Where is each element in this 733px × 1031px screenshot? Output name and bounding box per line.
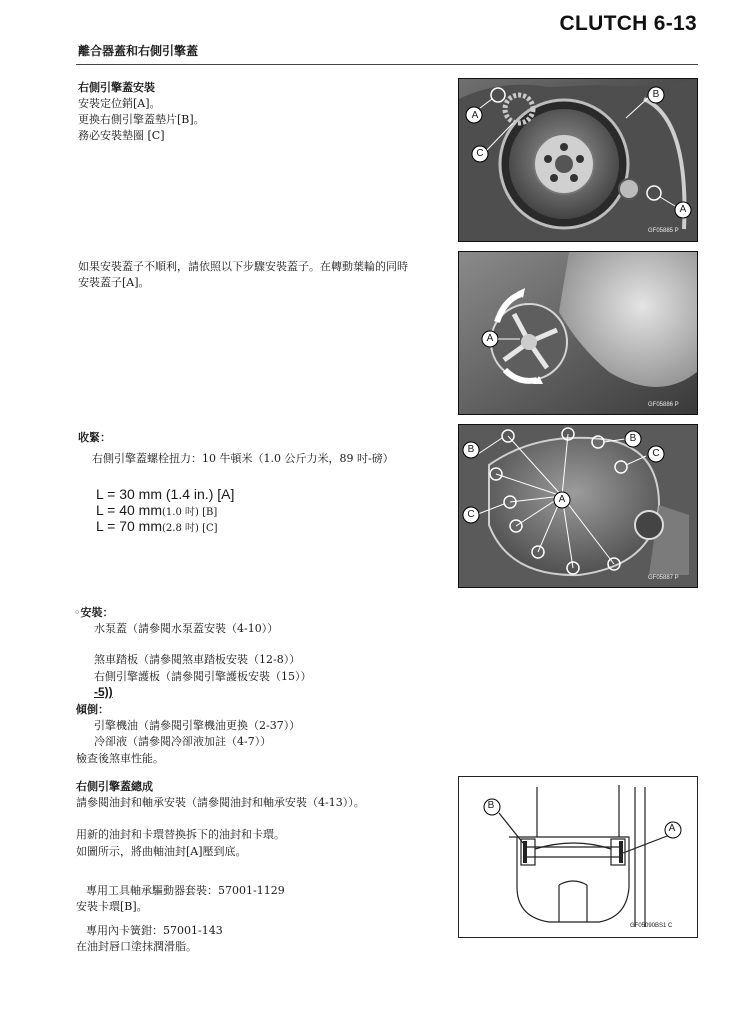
figure-clutch-callouts xyxy=(458,78,696,240)
length-main: L = 40 mm xyxy=(96,502,163,518)
length-main: L = 70 mm xyxy=(96,518,163,534)
length-main: L = 30 mm (1.4 in.) [A] xyxy=(96,486,235,502)
page-title: CLUTCH 6-13 xyxy=(559,12,697,35)
install-item: 右側引擎護板（請參閱引擎護板安裝（15）） xyxy=(94,670,312,683)
callout-label: C xyxy=(476,148,484,159)
torque-spec: 右側引擎蓋螺栓扭力：10 牛頓米（1.0 公斤力米，89 吋-磅） xyxy=(92,452,394,465)
cover-install-heading: 右側引擎蓋安裝 xyxy=(78,81,155,94)
instruction-line: 務必安裝墊圈 [C] xyxy=(78,129,165,142)
callout-label: A xyxy=(471,110,479,121)
figure-code: GF05090BS1 C xyxy=(630,923,673,929)
figure-code: GF05887 P xyxy=(648,575,679,581)
instruction-line: 在油封唇口塗抹潤滑脂。 xyxy=(76,940,197,953)
special-tool: 專用內卡簧鉗：57001-143 xyxy=(86,924,223,937)
instruction-line: 用新的油封和卡環替換拆下的油封和卡環。 xyxy=(76,828,285,841)
callout-label: B xyxy=(467,444,475,455)
special-tool: 專用工具軸承驅動器套裝：57001-1129 xyxy=(86,884,285,897)
check-note: 檢查後煞車性能。 xyxy=(76,752,164,765)
tighten-heading: 收緊： xyxy=(78,431,111,444)
figure-code: GF05885 P xyxy=(648,228,679,234)
figure-impeller-callouts xyxy=(458,251,696,413)
callout-label: A xyxy=(486,333,494,344)
callout-label: B xyxy=(629,433,637,444)
length-note: (1.0 吋) [B] xyxy=(162,507,218,518)
section-title: 離合器蓋和右側引擎蓋 xyxy=(78,44,199,58)
figure-code: GF05886 P xyxy=(648,402,679,408)
instruction-line: 請參閱油封和軸承安裝（請參閱油封和軸承安裝（4-13））。 xyxy=(76,796,365,809)
install-item: 煞車踏板（請參閱煞車踏板安裝（12-8）） xyxy=(94,653,301,666)
instruction-line: 安裝卡環[B]。 xyxy=(76,900,148,913)
callout-label: A xyxy=(558,494,566,505)
length-note: (2.8 吋) [C] xyxy=(162,523,218,534)
instruction-line: 安裝蓋子[A]。 xyxy=(78,276,150,289)
callout-label: C xyxy=(652,448,660,459)
pour-item: 引擎機油（請參閱引擎機油更換（2-37）） xyxy=(94,719,301,732)
length-spec xyxy=(96,486,234,502)
pour-item: 冷卻液（請參閱冷卻液加註（4-7）） xyxy=(94,735,272,748)
install-item: 水泵蓋（請參閱水泵蓋安裝（4-10）） xyxy=(94,622,279,635)
header-rule xyxy=(76,64,698,65)
instruction-line: 安裝定位銷[A]。 xyxy=(78,97,161,110)
length-spec xyxy=(96,518,218,537)
callout-label: A xyxy=(679,204,687,215)
install-heading: ◦安裝： xyxy=(74,606,114,619)
instruction-line: 如果安裝蓋子不順利，請依照以下步驟安裝蓋子。在轉動葉輪的同時 xyxy=(78,260,408,273)
instruction-line: 如圖所示，將曲軸油封[A]壓到底。 xyxy=(76,845,247,858)
callout-label: C xyxy=(467,509,475,520)
instruction-line: 更換右側引擎蓋墊片[B]。 xyxy=(78,113,205,126)
assembly-heading: 右側引擎蓋總成 xyxy=(76,780,153,793)
install-item: -5)) xyxy=(94,685,113,699)
callout-label: B xyxy=(652,89,660,100)
callout-label: A xyxy=(668,823,676,834)
callout-label: B xyxy=(487,800,495,811)
pour-heading: 傾倒： xyxy=(76,703,109,716)
